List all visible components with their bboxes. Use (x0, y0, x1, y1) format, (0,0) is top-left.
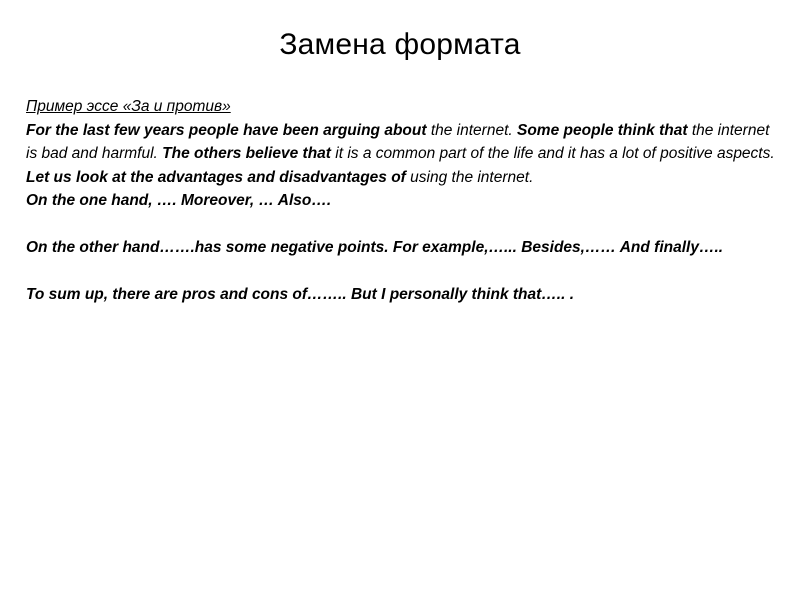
other-hand-text: On the other hand…….has some negative points. For example,…... Besides,…… And finally….. (26, 239, 724, 256)
one-hand-text: On the one hand, …. Moreover, … Also…. (26, 192, 332, 209)
slide-title: Замена формата (279, 28, 521, 61)
intro-bold-4: Let us look at the advantages and disadvantages of (26, 168, 406, 186)
one-hand-paragraph (26, 189, 776, 213)
intro-bold-3: The others believe that (162, 145, 336, 162)
essay-example-subtitle: Пример эссе «За и против» (26, 98, 231, 115)
intro-normal-2: the internet is bad and harmful. (26, 121, 770, 162)
conclusion-paragraph (26, 283, 776, 307)
intro-bold-1: For the last few years people have been arguing about (26, 121, 427, 139)
spacer (26, 260, 776, 284)
spacer (26, 213, 776, 237)
conclusion-text: To sum up, there are pros and cons of…….. But I personally think that….. . (26, 286, 575, 303)
other-hand-paragraph (26, 236, 776, 260)
intro-paragraph (26, 119, 776, 190)
intro-normal-4: using the internet. (405, 168, 534, 186)
intro-normal-3: it is a common part of the life and it has a lot of positive aspects. (335, 145, 775, 162)
intro-normal-1: the internet. (426, 121, 517, 139)
slide-content (26, 95, 776, 307)
intro-bold-2: Some people think that (517, 121, 688, 139)
